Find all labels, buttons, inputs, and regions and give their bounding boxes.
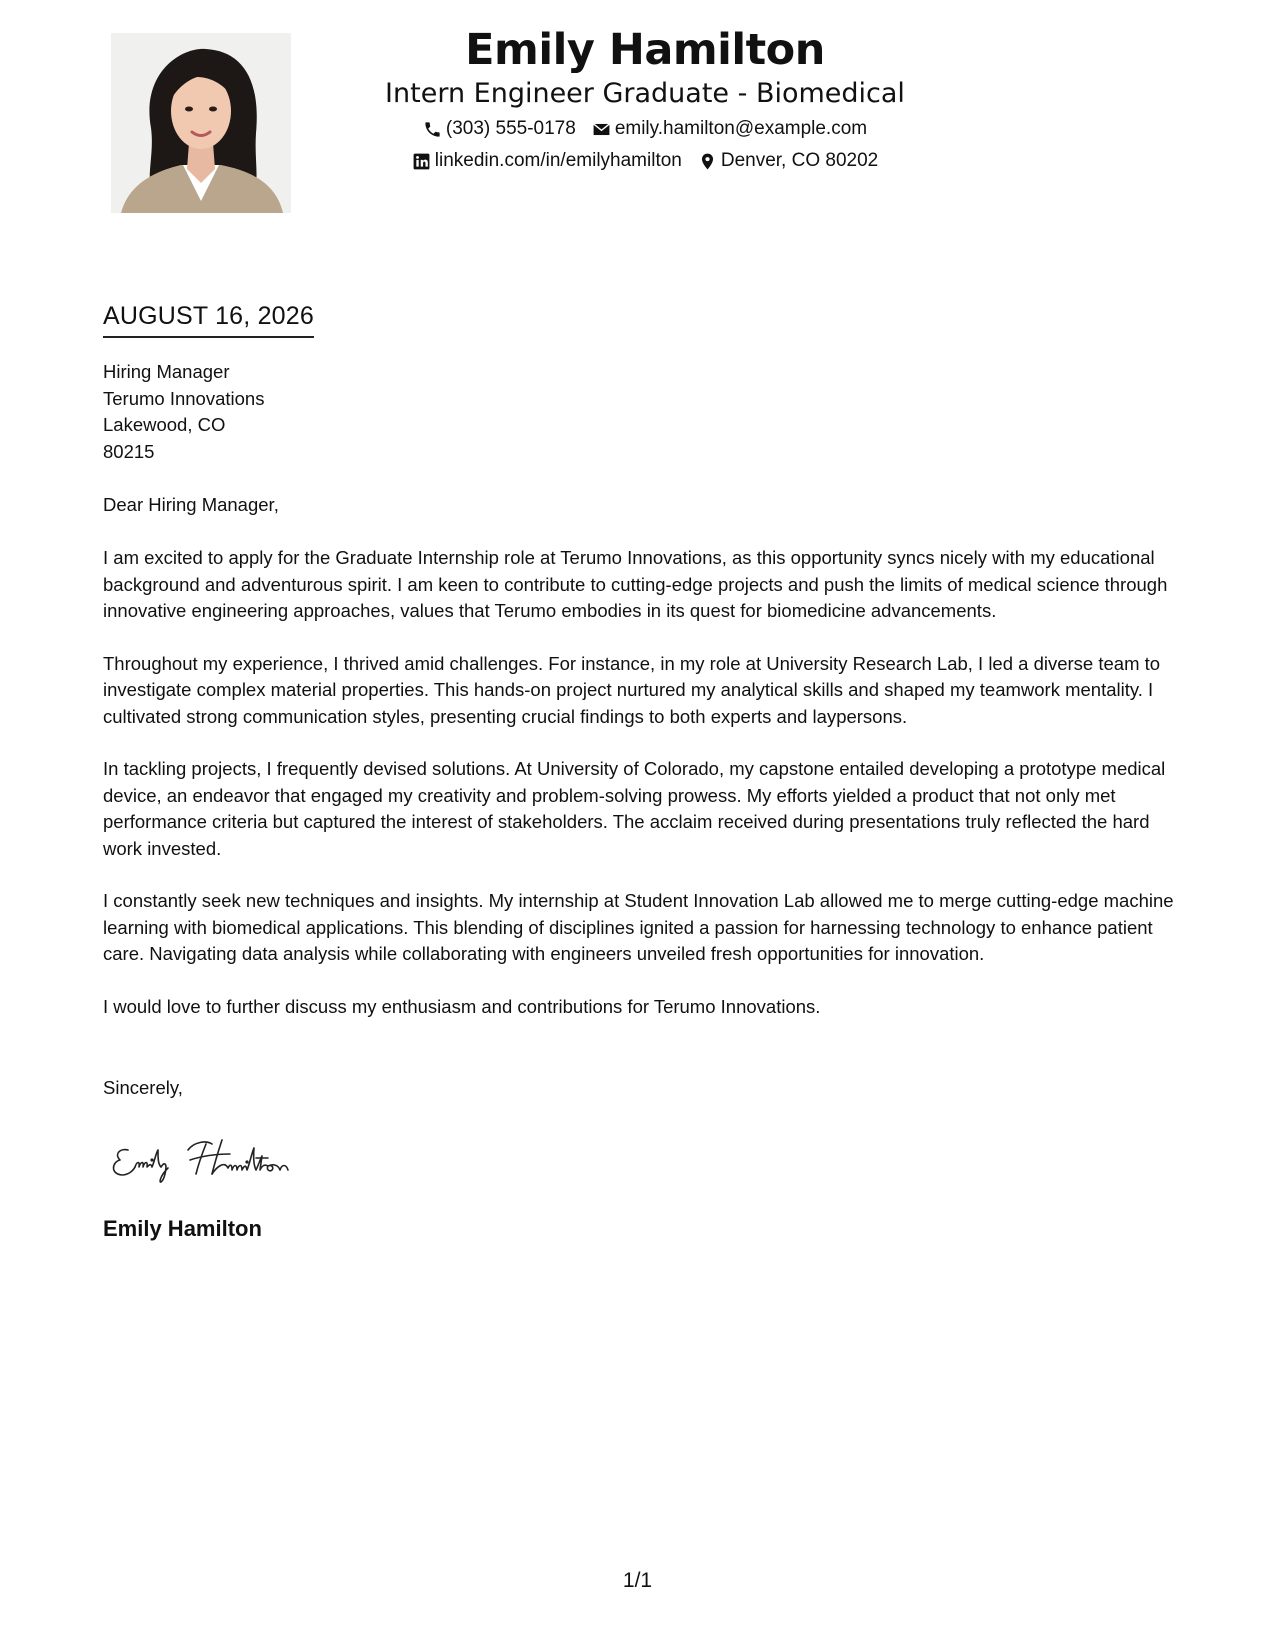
phone-text: (303) 555-0178 bbox=[445, 118, 576, 139]
letter-header bbox=[330, 24, 960, 173]
body-paragraph: I constantly seek new techniques and insights. My internship at Student Innovation Lab allowed me to merge cutting-edge machine learning with biomedical applications. This blending of disciplines ignited a passion for harnessing technology to enhance patient care. Navigating data analysis while collaborating with engineers unveiled fresh opportunities for innovation. bbox=[103, 890, 1174, 964]
body-paragraph: I am excited to apply for the Graduate Internship role at Terumo Innovations, as this opportunity syncs nicely with my educational background and adventurous spirit. I am keen to contribute to cutting-edge projects and push the limits of medical science through innovative engineering approaches, values that Terumo embodies in its quest for biomedicine advancements. bbox=[103, 547, 1168, 621]
profile-photo bbox=[111, 33, 291, 213]
letter-body bbox=[103, 545, 1178, 1046]
recipient-title: Hiring Manager bbox=[103, 361, 230, 382]
contact-linkedin bbox=[412, 149, 682, 173]
map-pin-icon bbox=[698, 152, 717, 171]
body-paragraph: In tackling projects, I frequently devised solutions. At University of Colorado, my capstone entailed developing a prototype medical device, an endeavor that engaged my creativity and problem-solving prowess. My efforts yielded a product that not only met performance criteria but captured the interest of stakeholders. The acclaim received during presentations truly reflected the hard work invested. bbox=[103, 758, 1166, 859]
signed-name: Emily Hamilton bbox=[103, 1216, 262, 1241]
contact-phone bbox=[423, 117, 576, 141]
recipient-block bbox=[103, 359, 264, 465]
applicant-role: Intern Engineer Graduate - Biomedical bbox=[385, 78, 905, 109]
contact-line-1 bbox=[330, 117, 960, 141]
linkedin-text: linkedin.com/in/emilyhamilton bbox=[434, 150, 682, 171]
recipient-zip: 80215 bbox=[103, 440, 155, 462]
applicant-name: Emily Hamilton bbox=[465, 25, 825, 75]
contact-email bbox=[592, 117, 867, 141]
recipient-company: Terumo Innovations bbox=[103, 387, 265, 409]
location-text: Denver, CO 80202 bbox=[720, 150, 879, 171]
body-paragraph: I would love to further discuss my enthusiasm and contributions for Terumo Innovations. bbox=[103, 995, 821, 1017]
contact-line-2 bbox=[330, 149, 960, 173]
envelope-icon bbox=[592, 120, 611, 139]
closing: Sincerely, bbox=[103, 1077, 183, 1098]
recipient-city: Lakewood, CO bbox=[103, 414, 226, 435]
phone-icon bbox=[423, 120, 442, 139]
salutation: Dear Hiring Manager, bbox=[103, 494, 279, 515]
email-text: emily.hamilton@example.com bbox=[614, 118, 868, 139]
contact-location bbox=[698, 149, 878, 173]
handwritten-signature bbox=[106, 1130, 366, 1190]
letter-date: AUGUST 16, 2026 bbox=[103, 300, 314, 338]
page-number: 1/1 bbox=[622, 1569, 653, 1592]
body-paragraph: Throughout my experience, I thrived amid challenges. For instance, in my role at University Research Lab, I led a diverse team to investigate complex material properties. This hands-on project nurtured my analytical skills and shaped my teamwork mentality. I cultivated strong communication styles, presenting crucial findings to both experts and laypersons. bbox=[103, 652, 1161, 727]
linkedin-icon bbox=[412, 152, 431, 171]
